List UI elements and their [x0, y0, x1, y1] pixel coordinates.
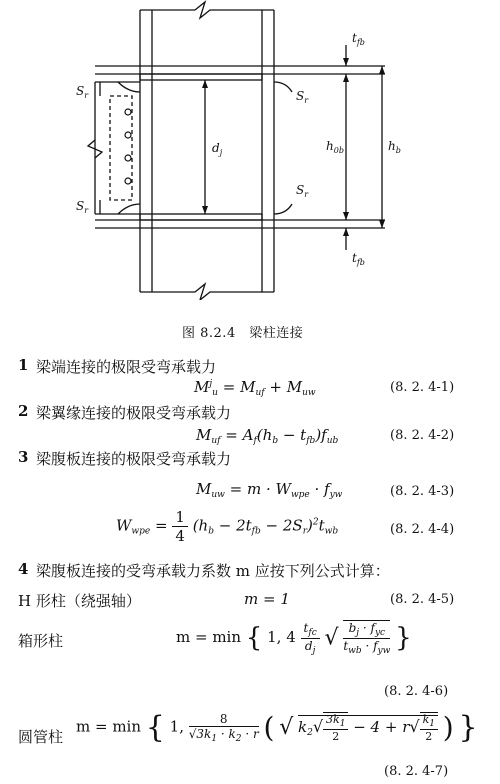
label-h0b: $h_{0b}$	[326, 139, 344, 155]
equation-7: m = min { 1, $\frac{8}{√3k_1 \cdot k_2 \cdot r}$ ( √ $k_2√$ $\frac{3k_1}{2}$ − 4 + r√ $\frac{k_1}{2}$ ) }	[76, 710, 478, 745]
item-text-1: 梁端连接的极限受弯承载力	[36, 358, 217, 376]
equation-number-2: (8. 2. 4-2)	[390, 428, 455, 443]
item-number-3: 3	[18, 448, 29, 466]
label-sr-right-top: $S_r$	[296, 89, 309, 105]
item-text-4: 梁腹板连接的受弯承载力系数 m 应按下列公式计算：	[36, 562, 390, 580]
item-text-2: 梁翼缘连接的极限受弯承载力	[36, 404, 232, 422]
equation-number-5: (8. 2. 4-5)	[390, 592, 455, 607]
equation-number-4: (8. 2. 4-4)	[390, 522, 455, 537]
bolt	[125, 109, 131, 115]
label-dj: $d_j$	[212, 141, 223, 157]
equation-4: $W_{wpe}$ = $\frac{1}{4}$ $(h_b - 2t_{fb} - 2S_r)^2t_{wb}$	[116, 508, 339, 545]
equation-number-3: (8. 2. 4-3)	[390, 484, 455, 499]
equation-5: m = 1	[244, 590, 290, 608]
equation-number-1: (8. 2. 4-1)	[390, 380, 455, 395]
label-hb: $h_b$	[388, 139, 401, 155]
bolt	[125, 155, 131, 161]
label-tfb-top: $t_{fb}$	[352, 31, 365, 47]
bolt	[125, 178, 131, 184]
equation-2: $M_{uf} = A_f(h_b - t_{fb})f_{ub}$	[196, 426, 339, 446]
label-sr-left-top: $S_r$	[76, 84, 89, 100]
bolt	[125, 132, 131, 138]
equation-number-7: (8. 2. 4-7)	[384, 764, 449, 779]
equation-6: m = min { 1, 4 $\frac{t_{fc}}{d_j}$ √ $\frac{b_j \cdot f_{yc}}{t_{wb} \cdot f_{yw}}$ }	[176, 620, 412, 656]
equation-1: $M^j_u = M_{uf} + M_{uw}$	[194, 378, 316, 398]
equation-number-6: (8. 2. 4-6)	[384, 684, 449, 699]
box-column-label: 箱形柱	[18, 632, 64, 650]
equation-3: $M_{uw} = m \cdot W_{wpe} \cdot f_{yw}$	[196, 480, 343, 500]
pipe-column-label: 圆管柱	[18, 728, 64, 746]
item-number-2: 2	[18, 402, 29, 420]
figure-caption: 图 8.2.4 梁柱连接	[182, 326, 304, 341]
item-number-1: 1	[18, 356, 29, 374]
label-sr-right-bottom: $S_r$	[296, 183, 309, 199]
item-number-4: 4	[18, 560, 29, 578]
h-column-label: H 形柱（绕强轴）	[18, 592, 141, 610]
label-sr-left-bottom: $S_r$	[76, 199, 89, 215]
beam-column-connection-figure	[0, 0, 500, 300]
label-tfb-bottom: $t_{fb}$	[352, 251, 365, 267]
item-text-3: 梁腹板连接的极限受弯承载力	[36, 450, 232, 468]
